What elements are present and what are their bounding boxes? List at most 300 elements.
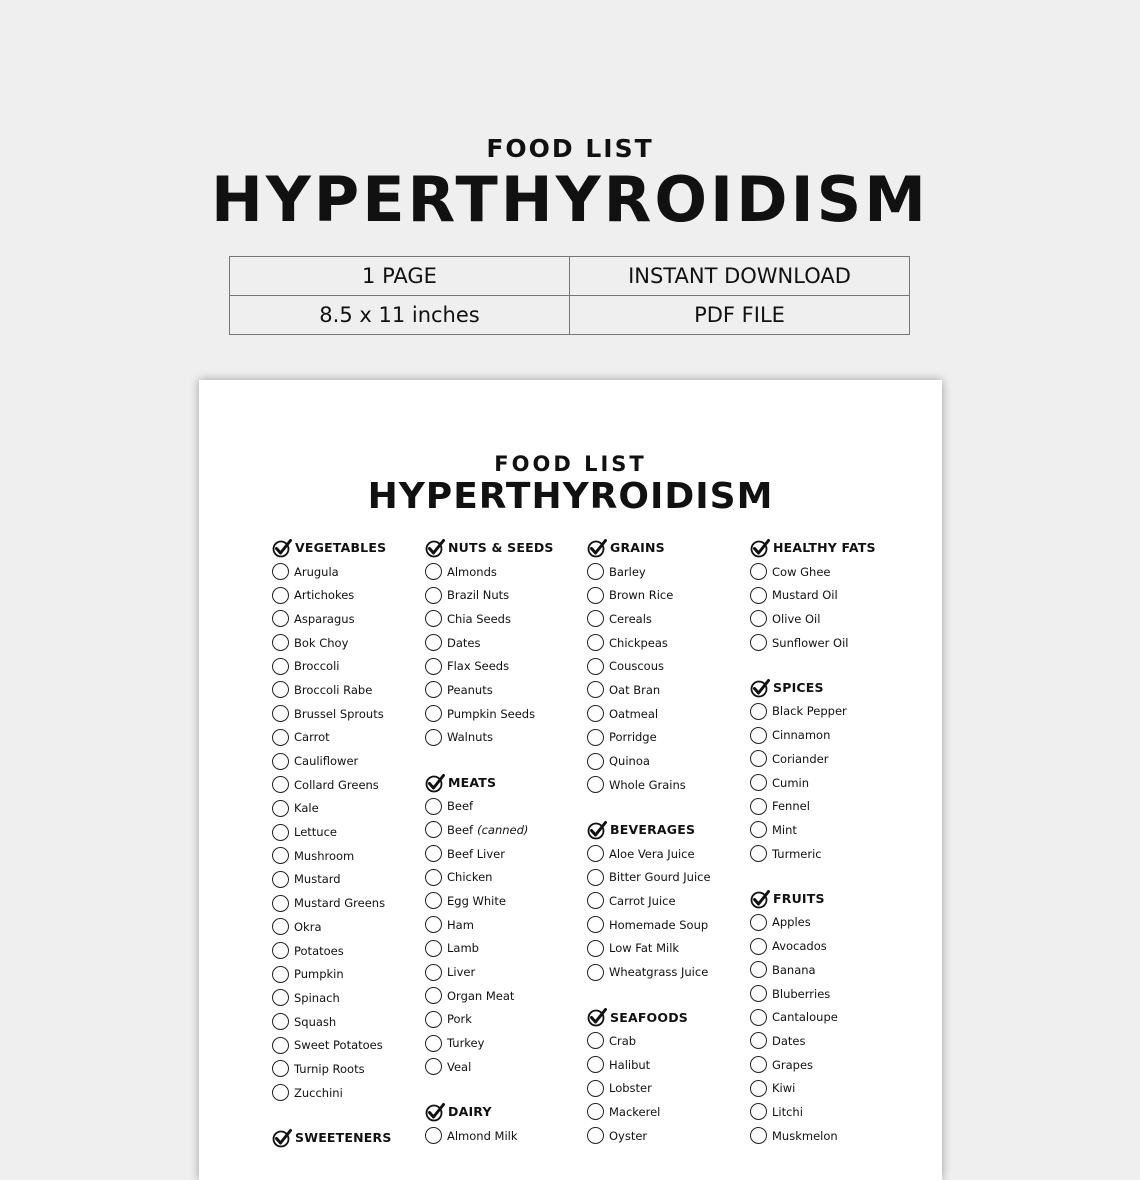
food-item-label: Sweet Potatoes (294, 1038, 383, 1053)
checkmark-circle-icon (587, 1007, 607, 1027)
checkbox-circle-icon (425, 892, 442, 909)
checkmark-circle-icon (272, 538, 292, 558)
food-item (750, 982, 915, 1006)
checkbox-circle-icon (425, 1035, 442, 1052)
checkbox-circle-icon (272, 658, 289, 675)
food-item (750, 1100, 915, 1124)
food-item (272, 1081, 437, 1105)
food-item (272, 583, 437, 607)
food-item (272, 962, 437, 986)
food-item (587, 607, 752, 631)
checkbox-circle-icon (272, 610, 289, 627)
food-item-label: Avocados (772, 939, 827, 954)
food-item-label: Halibut (609, 1057, 651, 1072)
food-item (587, 1053, 752, 1077)
food-item-label: Kale (294, 801, 319, 816)
food-item-label: Cinnamon (772, 728, 831, 743)
food-item (425, 842, 590, 866)
food-item-label: Chia Seeds (447, 611, 511, 626)
food-item-label: Turmeric (772, 846, 822, 861)
food-item (750, 1029, 915, 1053)
food-item-label: Wheatgrass Juice (609, 965, 709, 980)
section-title: GRAINS (610, 540, 665, 556)
food-item (425, 794, 590, 818)
checkbox-circle-icon (425, 1127, 442, 1144)
food-item-label: Oatmeal (609, 706, 659, 721)
section-header (425, 1100, 590, 1124)
food-item (272, 1057, 437, 1081)
food-item-label: Carrot Juice (609, 893, 676, 908)
checkmark-circle-icon (587, 820, 607, 840)
checkbox-circle-icon (750, 563, 767, 580)
food-item (425, 1008, 590, 1032)
food-item (272, 773, 437, 797)
checkmark-circle-icon (425, 538, 445, 558)
food-item (750, 818, 915, 842)
food-item-label: Dates (447, 635, 481, 650)
checkbox-circle-icon (425, 563, 442, 580)
food-item-label: Brown Rice (609, 588, 674, 603)
food-item (750, 607, 915, 631)
food-item (587, 1124, 752, 1148)
checkbox-circle-icon (425, 940, 442, 957)
checkbox-circle-icon (750, 798, 767, 815)
food-section (750, 536, 915, 654)
checkbox-circle-icon (425, 1011, 442, 1028)
food-item (587, 937, 752, 961)
food-item (425, 631, 590, 655)
food-item-label: Beef Liver (447, 846, 505, 861)
food-item (272, 844, 437, 868)
food-item-label: Apples (772, 915, 811, 930)
food-item-label: Artichokes (294, 588, 355, 603)
section-header (272, 536, 437, 560)
food-item-label: Mustard Greens (294, 896, 386, 911)
checkbox-circle-icon (587, 563, 604, 580)
food-item (750, 958, 915, 982)
checkbox-circle-icon (587, 845, 604, 862)
checkbox-circle-icon (272, 942, 289, 959)
food-item (272, 891, 437, 915)
food-item-label: Peanuts (447, 682, 493, 697)
food-item-label: Lettuce (294, 825, 337, 840)
section-header (750, 676, 915, 700)
food-item-label: Broccoli (294, 659, 340, 674)
food-item-label: Zucchini (294, 1085, 343, 1100)
food-item-label: Porridge (609, 730, 657, 745)
checkbox-circle-icon (425, 798, 442, 815)
checkbox-circle-icon (425, 610, 442, 627)
checkbox-circle-icon (587, 753, 604, 770)
checkbox-circle-icon (272, 989, 289, 1006)
checkbox-circle-icon (272, 753, 289, 770)
food-section (587, 1005, 752, 1147)
food-item-label: Cauliflower (294, 754, 359, 769)
food-item-label: Veal (447, 1059, 472, 1074)
food-item (425, 1055, 590, 1079)
food-item-label: Cereals (609, 611, 652, 626)
header-title: HYPERTHYROIDISM (210, 163, 929, 236)
checkbox-circle-icon (425, 729, 442, 746)
checkbox-circle-icon (425, 658, 442, 675)
food-item (272, 915, 437, 939)
checkbox-circle-icon (750, 1056, 767, 1073)
food-item (272, 1010, 437, 1034)
food-item-label: Ham (447, 917, 474, 932)
checkbox-circle-icon (750, 727, 767, 744)
checkbox-circle-icon (587, 869, 604, 886)
checkbox-circle-icon (750, 1080, 767, 1097)
food-item (587, 654, 752, 678)
checkbox-circle-icon (587, 940, 604, 957)
checkmark-circle-icon (750, 678, 770, 698)
food-item-label: Beef (447, 799, 474, 814)
checkbox-circle-icon (425, 916, 442, 933)
checkbox-circle-icon (272, 1013, 289, 1030)
food-item (272, 820, 437, 844)
food-item-label: Fennel (772, 799, 810, 814)
checkmark-circle-icon (750, 538, 770, 558)
food-item-label: Pork (447, 1012, 472, 1027)
food-item-label: Kiwi (772, 1081, 796, 1096)
food-item-label: Okra (294, 919, 322, 934)
food-item (587, 1100, 752, 1124)
checkbox-circle-icon (425, 964, 442, 981)
food-section (425, 1100, 590, 1147)
checkbox-circle-icon (425, 1058, 442, 1075)
food-item-label: Turkey (447, 1036, 485, 1051)
food-item (272, 726, 437, 750)
food-item (750, 771, 915, 795)
food-section (587, 818, 752, 984)
food-item-note: (canned) (477, 822, 529, 837)
food-item-label: Beef (447, 822, 474, 837)
checkbox-circle-icon (750, 634, 767, 651)
checkbox-circle-icon (750, 1103, 767, 1120)
checkbox-circle-icon (272, 966, 289, 983)
checkbox-circle-icon (272, 824, 289, 841)
checkbox-circle-icon (587, 1056, 604, 1073)
food-item-label: Black Pepper (772, 704, 847, 719)
food-item-label: Lobster (609, 1081, 652, 1096)
checkbox-circle-icon (272, 1037, 289, 1054)
checkbox-circle-icon (425, 634, 442, 651)
section-header (587, 818, 752, 842)
checkbox-circle-icon (750, 703, 767, 720)
food-item (425, 607, 590, 631)
food-item-label: Carrot (294, 730, 330, 745)
header-subtitle: FOOD LIST (486, 134, 654, 163)
food-item (425, 654, 590, 678)
food-item-label: Pumpkin Seeds (447, 706, 536, 721)
section-header (750, 536, 915, 560)
food-item-label: Muskmelon (772, 1128, 838, 1143)
checkbox-circle-icon (272, 563, 289, 580)
info-page-count: 1 PAGE (230, 257, 570, 296)
checkbox-circle-icon (750, 1009, 767, 1026)
food-item-label: Chickpeas (609, 635, 668, 650)
food-item (587, 913, 752, 937)
checkbox-circle-icon (272, 587, 289, 604)
food-item-label: Dates (772, 1033, 806, 1048)
section-title: FRUITS (773, 891, 825, 907)
checkmark-circle-icon (587, 538, 607, 558)
food-item (425, 583, 590, 607)
checkbox-circle-icon (587, 1103, 604, 1120)
food-item-label: Couscous (609, 659, 664, 674)
food-item (272, 607, 437, 631)
food-item-label: Mushroom (294, 848, 355, 863)
food-item-label: Spinach (294, 990, 340, 1005)
food-item (750, 1124, 915, 1148)
food-item-label: Mackerel (609, 1104, 661, 1119)
food-item-label: Oat Bran (609, 682, 661, 697)
food-item-label: Coriander (772, 751, 829, 766)
section-title: SPICES (773, 680, 824, 696)
food-section (750, 676, 915, 866)
food-item-label: Arugula (294, 564, 339, 579)
food-item-label: Asparagus (294, 611, 355, 626)
section-header (425, 536, 590, 560)
checkbox-circle-icon (587, 610, 604, 627)
sheet-title: HYPERTHYROIDISM (367, 476, 774, 517)
food-item-label: Olive Oil (772, 611, 821, 626)
checkmark-circle-icon (425, 1102, 445, 1122)
food-item-label: Oyster (609, 1128, 648, 1143)
checkbox-circle-icon (272, 681, 289, 698)
checkmark-circle-icon (425, 773, 445, 793)
food-item (272, 678, 437, 702)
food-item-label: Egg White (447, 893, 506, 908)
food-item-label: Lamb (447, 941, 479, 956)
food-item (425, 726, 590, 750)
food-item-label: Grapes (772, 1057, 814, 1072)
food-item (425, 865, 590, 889)
food-item-label: Low Fat Milk (609, 941, 680, 956)
food-section (272, 1126, 437, 1150)
checkbox-circle-icon (750, 610, 767, 627)
food-item (425, 913, 590, 937)
checkbox-circle-icon (750, 961, 767, 978)
checkbox-circle-icon (272, 847, 289, 864)
food-item-label: Whole Grains (609, 777, 686, 792)
checkbox-circle-icon (750, 985, 767, 1002)
food-item (587, 842, 752, 866)
food-item (425, 937, 590, 961)
checkbox-circle-icon (750, 1032, 767, 1049)
food-item-label: Broccoli Rabe (294, 682, 373, 697)
info-row (230, 257, 910, 296)
section-header (272, 1126, 437, 1150)
checkbox-circle-icon (587, 681, 604, 698)
checkbox-circle-icon (750, 845, 767, 862)
checkbox-circle-icon (750, 774, 767, 791)
checkbox-circle-icon (587, 705, 604, 722)
food-item (272, 631, 437, 655)
food-item-label: Flax Seeds (447, 659, 510, 674)
food-column-4 (750, 536, 915, 1169)
food-item (272, 702, 437, 726)
section-title: DAIRY (448, 1104, 492, 1120)
checkbox-circle-icon (425, 987, 442, 1004)
food-item (272, 1033, 437, 1057)
section-title: BEVERAGES (610, 822, 696, 838)
checkmark-circle-icon (272, 1128, 292, 1148)
checkbox-circle-icon (272, 1084, 289, 1101)
section-title: VEGETABLES (295, 540, 387, 556)
food-item (750, 631, 915, 655)
section-title: HEALTHY FATS (773, 540, 876, 556)
food-item (587, 1076, 752, 1100)
checkbox-circle-icon (587, 729, 604, 746)
food-item (272, 868, 437, 892)
food-item-label: Homemade Soup (609, 917, 709, 932)
checkbox-circle-icon (272, 729, 289, 746)
food-item (750, 911, 915, 935)
food-item (272, 986, 437, 1010)
food-item (587, 702, 752, 726)
checkbox-circle-icon (587, 658, 604, 675)
food-item (750, 1053, 915, 1077)
food-item (587, 1029, 752, 1053)
checkbox-circle-icon (272, 1060, 289, 1077)
checkbox-circle-icon (587, 634, 604, 651)
food-item (425, 1031, 590, 1055)
food-item (587, 631, 752, 655)
checkbox-circle-icon (425, 869, 442, 886)
food-section (272, 536, 437, 1105)
food-item-label: Brazil Nuts (447, 588, 510, 603)
food-item (750, 1005, 915, 1029)
food-item-label: Organ Meat (447, 988, 515, 1003)
checkmark-circle-icon (750, 889, 770, 909)
food-item-label: Squash (294, 1014, 337, 1029)
food-item-label: Banana (772, 962, 816, 977)
food-item (587, 678, 752, 702)
food-item-label: Turnip Roots (294, 1061, 365, 1076)
info-page-size: 8.5 x 11 inches (230, 296, 570, 335)
printable-sheet (199, 380, 942, 1180)
info-table (229, 256, 910, 335)
food-item (425, 1124, 590, 1148)
food-item (587, 960, 752, 984)
food-item (425, 560, 590, 584)
food-item (750, 794, 915, 818)
food-item-label: Cumin (772, 775, 810, 790)
checkbox-circle-icon (587, 776, 604, 793)
food-item (587, 749, 752, 773)
section-header (425, 771, 590, 795)
food-item (587, 583, 752, 607)
food-item (272, 654, 437, 678)
info-file-type: PDF FILE (570, 296, 910, 335)
food-item-label: Bok Choy (294, 635, 349, 650)
section-title: SEAFOODS (610, 1009, 688, 1025)
food-item-label: Aloe Vera Juice (609, 846, 695, 861)
food-item (425, 818, 590, 842)
section-title: SWEETENERS (295, 1130, 392, 1146)
food-item (750, 560, 915, 584)
food-item (587, 726, 752, 750)
food-item-label: Quinoa (609, 754, 650, 769)
food-item (587, 560, 752, 584)
section-title: MEATS (448, 775, 497, 791)
food-item (750, 700, 915, 724)
food-item-label: Mustard (294, 872, 341, 887)
checkbox-circle-icon (750, 1127, 767, 1144)
sheet-subtitle: FOOD LIST (494, 452, 647, 476)
checkbox-circle-icon (272, 871, 289, 888)
food-item (272, 749, 437, 773)
checkbox-circle-icon (272, 800, 289, 817)
checkbox-circle-icon (425, 705, 442, 722)
checkbox-circle-icon (750, 938, 767, 955)
food-item (587, 889, 752, 913)
food-item-label: Sunflower Oil (772, 635, 849, 650)
section-header (587, 536, 752, 560)
checkbox-circle-icon (425, 821, 442, 838)
food-section (587, 536, 752, 797)
checkbox-circle-icon (425, 587, 442, 604)
food-section (750, 887, 915, 1148)
checkbox-circle-icon (272, 895, 289, 912)
food-column-2 (425, 536, 590, 1169)
food-item-label: Mustard Oil (772, 588, 838, 603)
food-item (750, 934, 915, 958)
food-item-label: Bitter Gourd Juice (609, 870, 711, 885)
food-item-label: Liver (447, 965, 476, 980)
checkbox-circle-icon (587, 1127, 604, 1144)
food-item (425, 678, 590, 702)
checkbox-circle-icon (272, 705, 289, 722)
food-item-label: Almond Milk (447, 1128, 518, 1143)
checkbox-circle-icon (272, 776, 289, 793)
food-item-label: Cantaloupe (772, 1010, 838, 1025)
food-item (750, 747, 915, 771)
checkbox-circle-icon (272, 634, 289, 651)
food-column-3 (587, 536, 752, 1169)
checkbox-circle-icon (587, 892, 604, 909)
food-section (425, 536, 590, 749)
food-section (425, 771, 590, 1079)
food-item-label: Chicken (447, 870, 493, 885)
food-item (587, 773, 752, 797)
food-item-label: Almonds (447, 564, 497, 579)
food-item (272, 939, 437, 963)
food-item (425, 960, 590, 984)
food-item (587, 865, 752, 889)
food-item (750, 842, 915, 866)
info-row (230, 296, 910, 335)
food-column-1 (272, 536, 437, 1171)
checkbox-circle-icon (272, 918, 289, 935)
food-item-label: Barley (609, 564, 646, 579)
food-item (272, 560, 437, 584)
checkbox-circle-icon (750, 914, 767, 931)
food-item (272, 797, 437, 821)
food-item-label: Mint (772, 822, 797, 837)
checkbox-circle-icon (425, 681, 442, 698)
food-item (750, 723, 915, 747)
food-item (750, 1076, 915, 1100)
food-item-label: Potatoes (294, 943, 344, 958)
checkbox-circle-icon (587, 1032, 604, 1049)
section-header (750, 887, 915, 911)
checkbox-circle-icon (587, 964, 604, 981)
food-item-label: Pumpkin (294, 967, 344, 982)
food-item-label: Brussel Sprouts (294, 706, 384, 721)
checkbox-circle-icon (587, 916, 604, 933)
